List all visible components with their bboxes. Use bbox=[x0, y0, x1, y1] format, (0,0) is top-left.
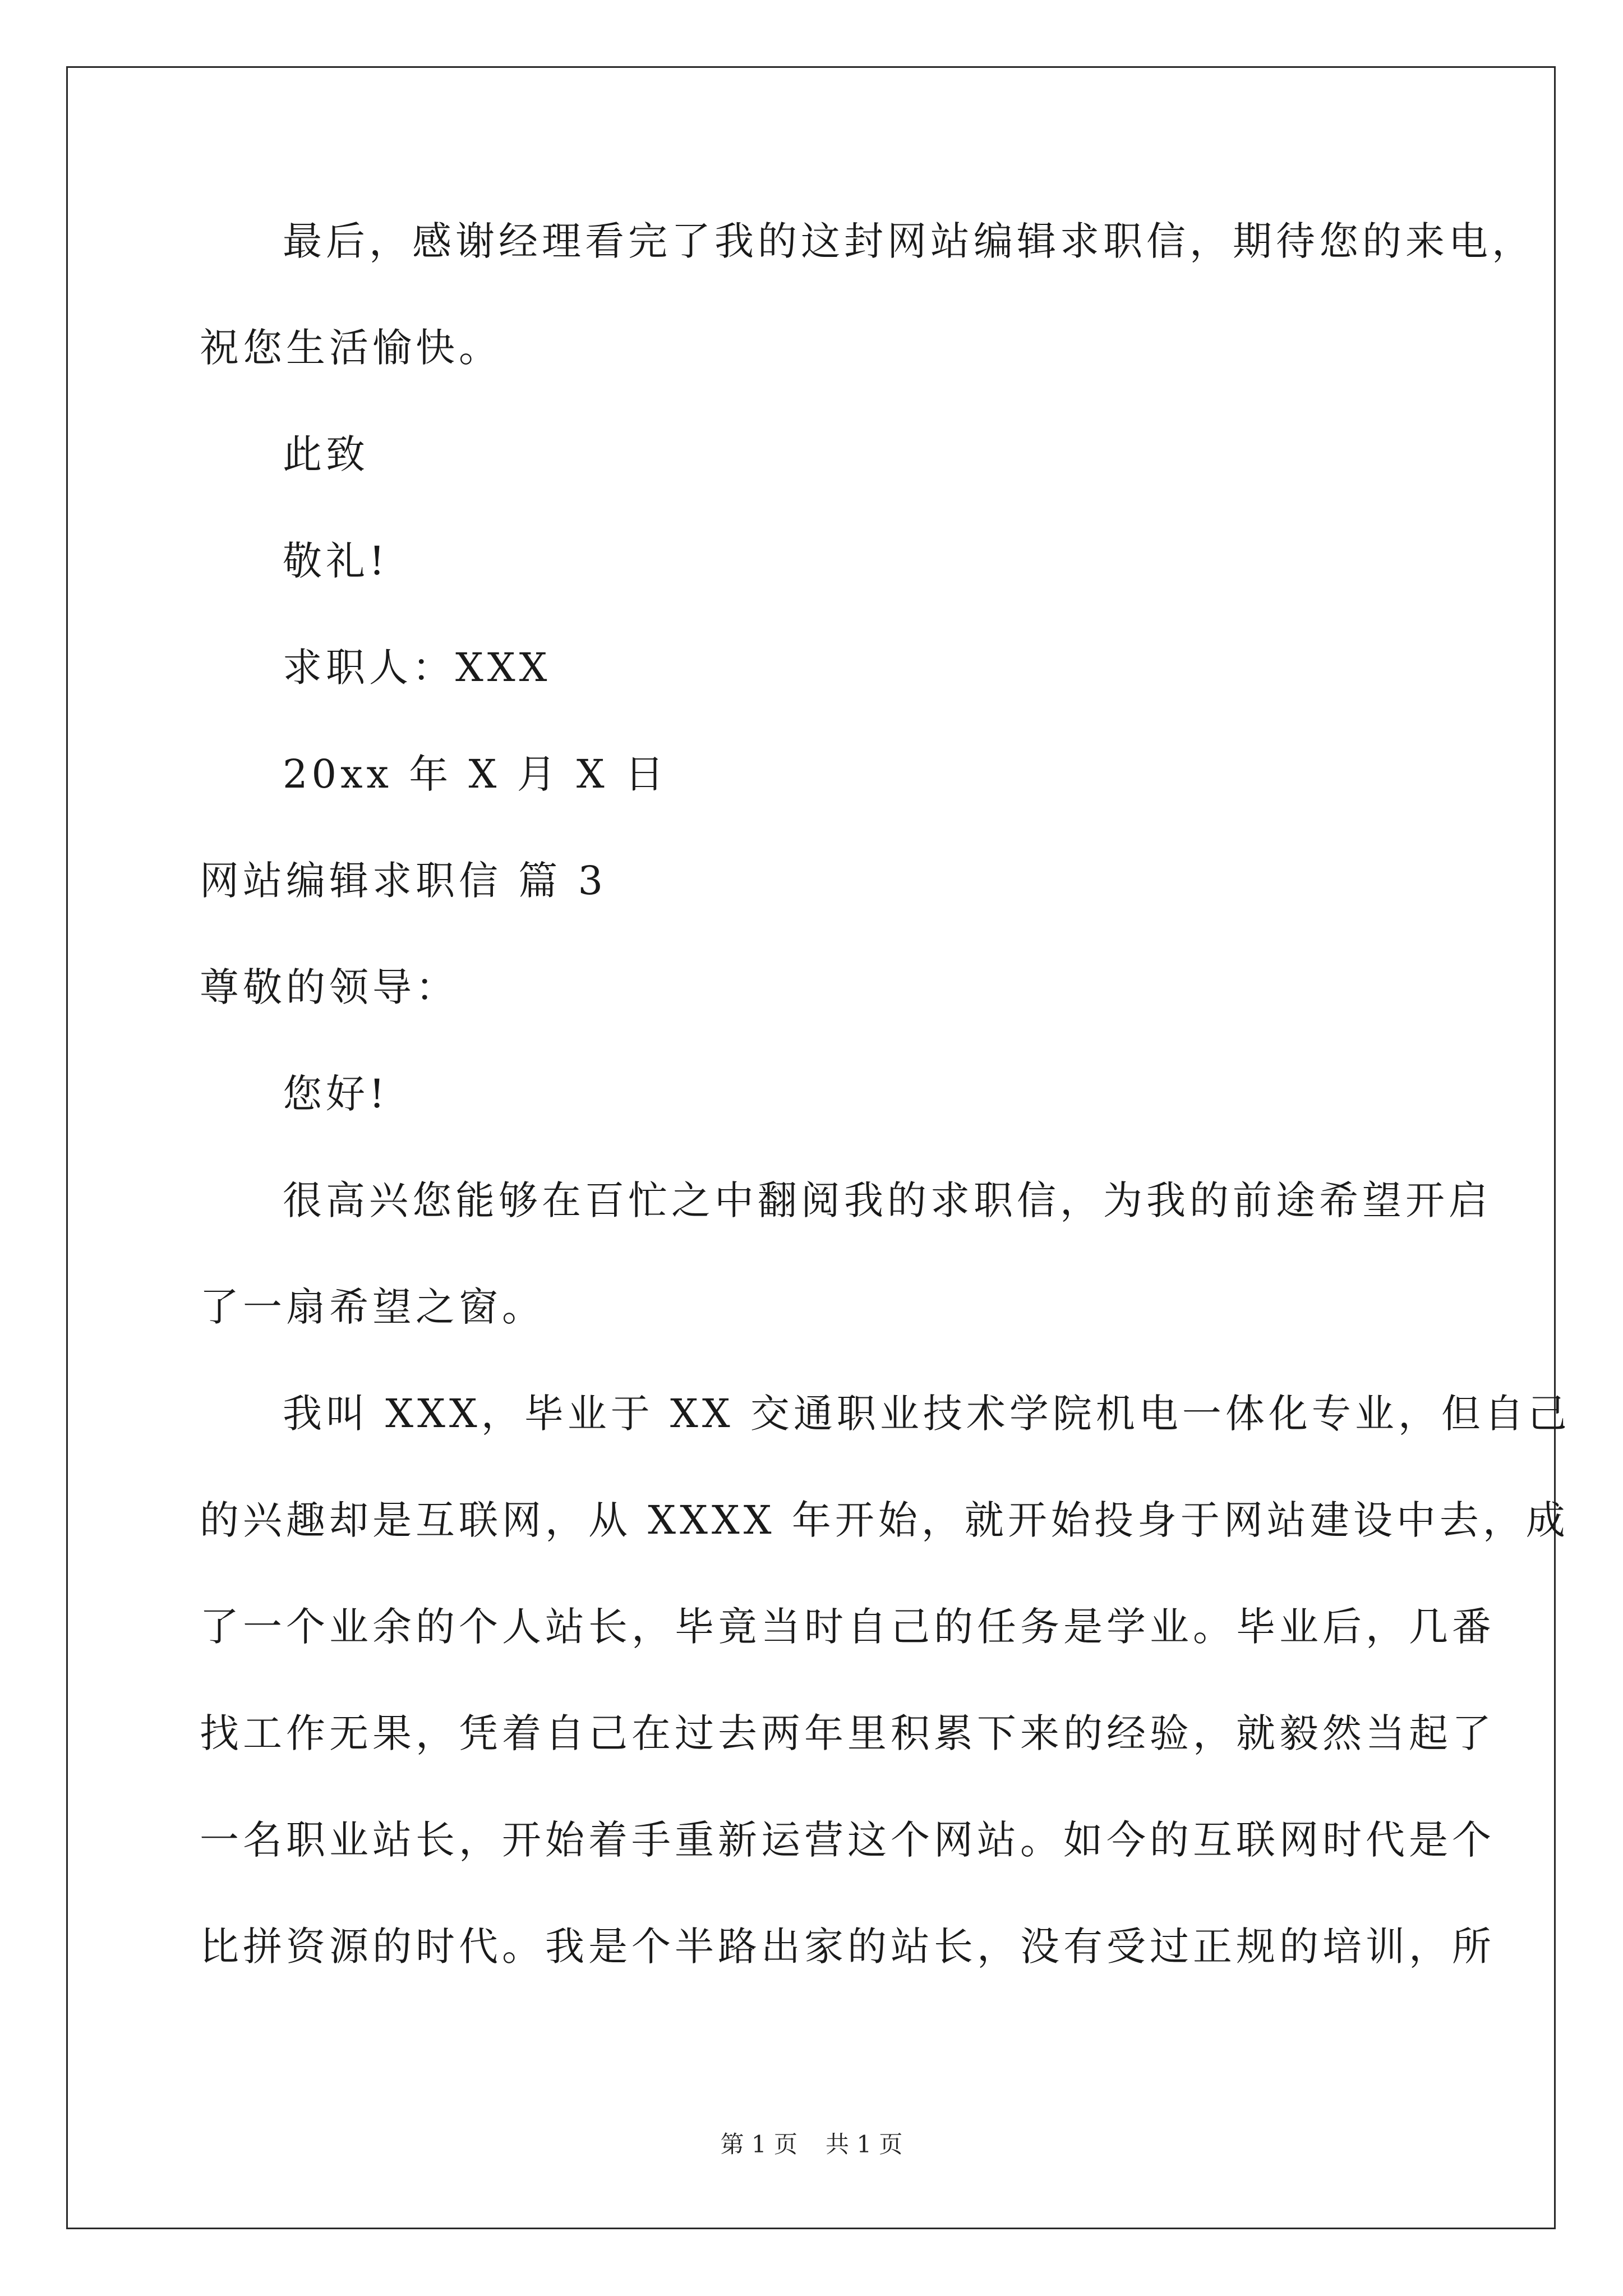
section-heading: 网站编辑求职信 篇 3 bbox=[200, 858, 607, 904]
paragraph-line: 了一扇希望之窗。 bbox=[200, 1284, 545, 1330]
page-border bbox=[66, 66, 1556, 2229]
paragraph-line: 最后，感谢经理看完了我的这封网站编辑求职信，期待您的来电， bbox=[283, 218, 1535, 264]
paragraph-line: 很高兴您能够在百忙之中翻阅我的求职信，为我的前途希望开启 bbox=[283, 1177, 1492, 1223]
page-number-current: 第 1 页 bbox=[720, 2131, 797, 2158]
page-footer bbox=[0, 2126, 1623, 2160]
date-line: 20xx 年 X 月 X 日 bbox=[283, 751, 668, 797]
salutation: 尊敬的领导： bbox=[200, 964, 459, 1010]
closing-line: 此致 bbox=[283, 431, 369, 477]
paragraph-line: 了一个业余的个人站长，毕竟当时自己的任务是学业。毕业后，几番 bbox=[200, 1604, 1495, 1650]
paragraph-line: 找工作无果，凭着自己在过去两年里积累下来的经验，就毅然当起了 bbox=[200, 1710, 1495, 1756]
paragraph-line: 一名职业站长，开始着手重新运营这个网站。如今的互联网时代是个 bbox=[200, 1817, 1495, 1863]
paragraph-line: 比拼资源的时代。我是个半路出家的站长，没有受过正规的培训，所 bbox=[200, 1924, 1495, 1970]
greeting: 您好! bbox=[283, 1071, 389, 1117]
signature-line: 求职人：XXX bbox=[283, 645, 551, 691]
paragraph-line: 我叫 XXX，毕业于 XX 交通职业技术学院机电一体化专业，但自己 bbox=[283, 1391, 1571, 1437]
closing-line: 敬礼! bbox=[283, 538, 389, 584]
paragraph-line: 的兴趣却是互联网，从 XXXX 年开始，就开始投身于网站建设中去，成 bbox=[200, 1497, 1569, 1543]
page-number-total: 共 1 页 bbox=[826, 2131, 903, 2158]
paragraph-line: 祝您生活愉快。 bbox=[200, 325, 502, 371]
